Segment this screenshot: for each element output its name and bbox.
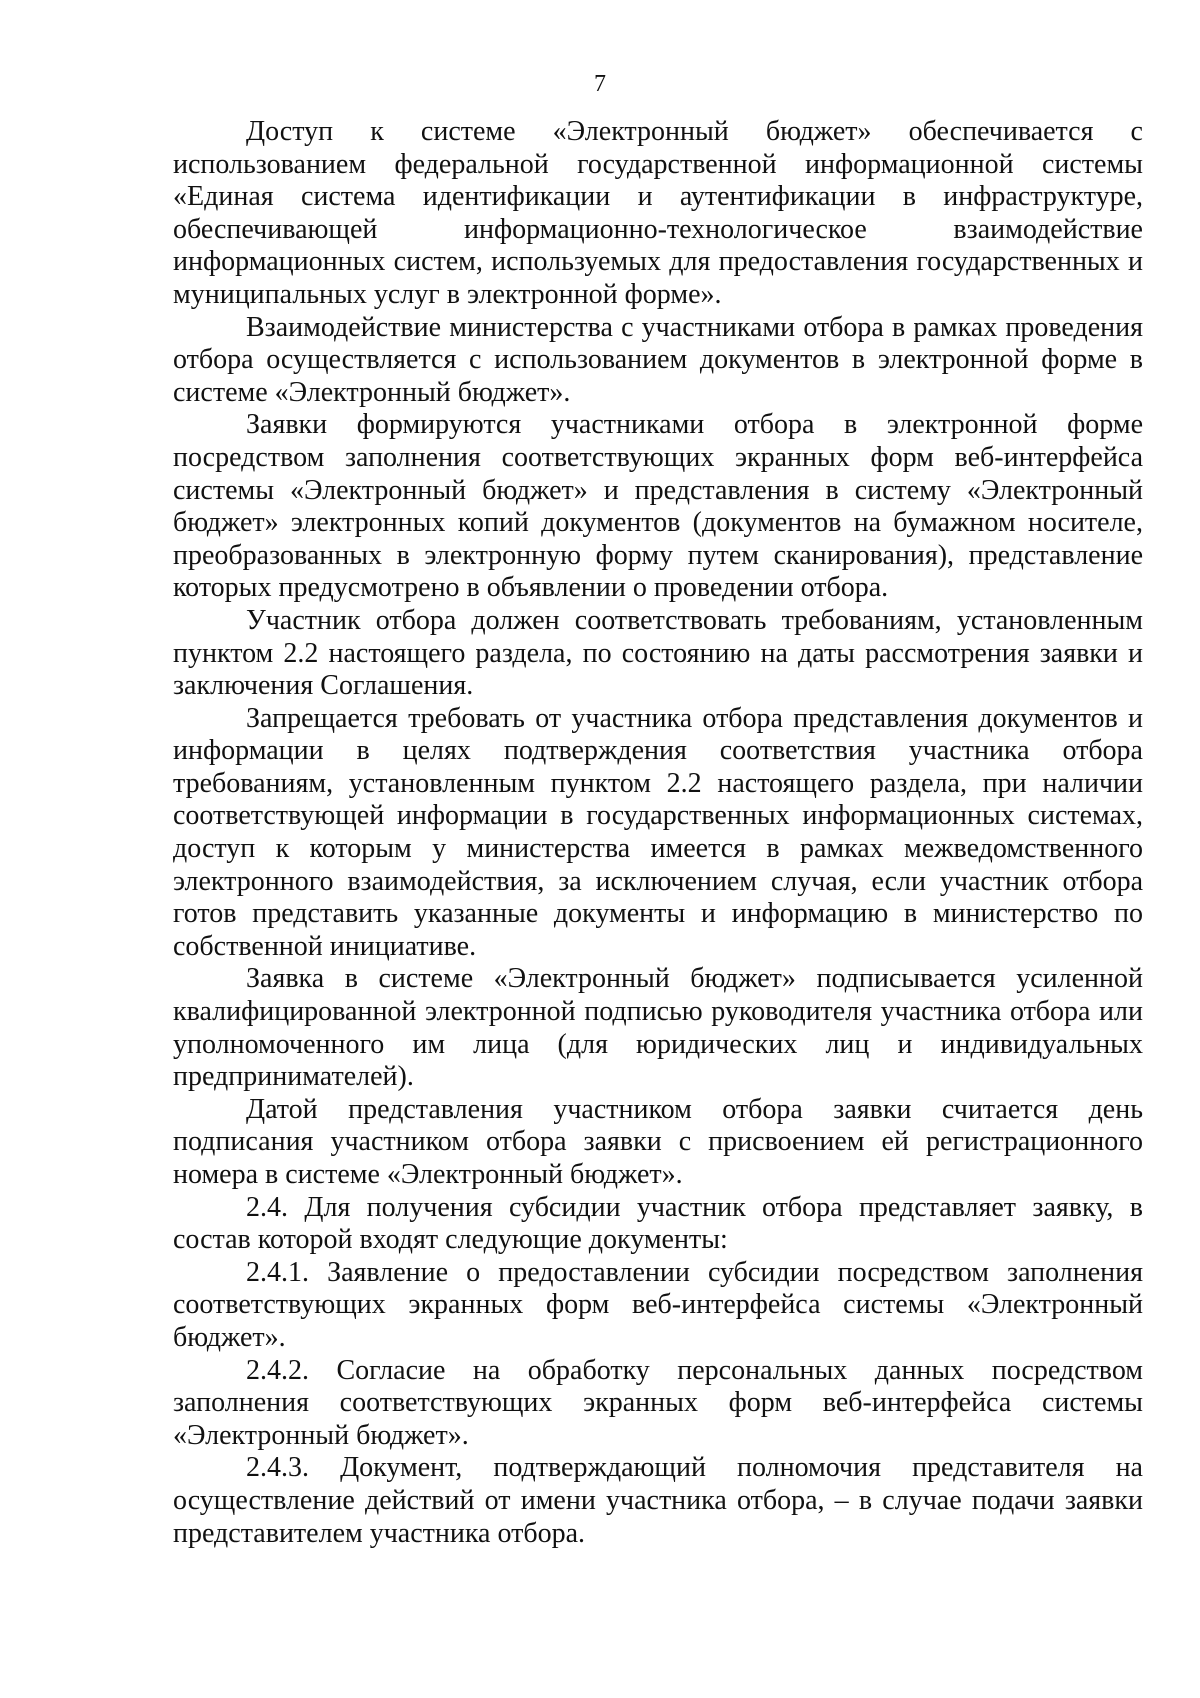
paragraph-interaction: Взаимодействие министерства с участниками отбора в рамках проведения отбора осуществляется с использованием документов в электронной форме в системе «Электронный бюджет». <box>173 311 1143 408</box>
paragraph-2-4-2: 2.4.2. Согласие на обработку персональных данных посредством заполнения соответствующих экранных форм веб-интерфейса системы «Электронный бюджет». <box>173 1354 1143 1451</box>
paragraph-2-4: 2.4. Для получения субсидии участник отбора представляет заявку, в состав которой входят следующие документы: <box>173 1191 1143 1256</box>
paragraph-submission-date: Датой представления участником отбора заявки считается день подписания участником отбора заявки с присвоением ей регистрационного номера в системе «Электронный бюджет». <box>173 1093 1143 1190</box>
paragraph-2-4-3: 2.4.3. Документ, подтверждающий полномочия представителя на осуществление действий от имени участника отбора, – в случае подачи заявки представителем участника отбора. <box>173 1452 1143 1549</box>
paragraph-signature: Заявка в системе «Электронный бюджет» подписывается усиленной квалифицированной электронной подписью руководителя участника отбора или уполномоченного им лица (для юридических лиц и индивидуальных предпринимателей). <box>173 963 1143 1093</box>
paragraph-participant-requirements: Участник отбора должен соответствовать требованиям, установленным пунктом 2.2 настоящего раздела, по состоянию на даты рассмотрения заявки и заключения Соглашения. <box>173 604 1143 702</box>
paragraph-access-system: Доступ к системе «Электронный бюджет» обеспечивается с использованием федеральной государственной информационной системы «Единая система идентификации и аутентификации в инфраструктуре, обеспечивающей информационно-технологическое взаимодействие информационных систем, используемых для предоставления государственных и муниципальных услуг в электронной форме». <box>173 116 1143 310</box>
page-number: 7 <box>594 71 606 97</box>
paragraph-prohibition: Запрещается требовать от участника отбора представления документов и информации в целях подтверждения соответствия участника отбора требованиям, установленным пунктом 2.2 настоящего раздела, при наличии соответствующей информации в государственных информационных системах, доступ к которым у министерства имеется в рамках межведомственного электронного взаимодействия, за исключением случая, если участник отбора готов представить указанные документы и информацию в министерство по собственной инициативе. <box>173 702 1143 962</box>
paragraph-applications-formed: Заявки формируются участниками отбора в электронной форме посредством заполнения соответствующих экранных форм веб-интерфейса системы «Электронный бюджет» и представления в систему «Электронный бюджет» электронных копий документов (документов на бумажном носителе, преобразованных в электронную форму путем сканирования), представление которых предусмотрено в объявлении о проведении отбора. <box>173 409 1143 604</box>
paragraph-2-4-1: 2.4.1. Заявление о предоставлении субсидии посредством заполнения соответствующих экранных форм веб-интерфейса системы «Электронный бюджет». <box>173 1256 1143 1353</box>
document-body <box>173 116 1143 1550</box>
